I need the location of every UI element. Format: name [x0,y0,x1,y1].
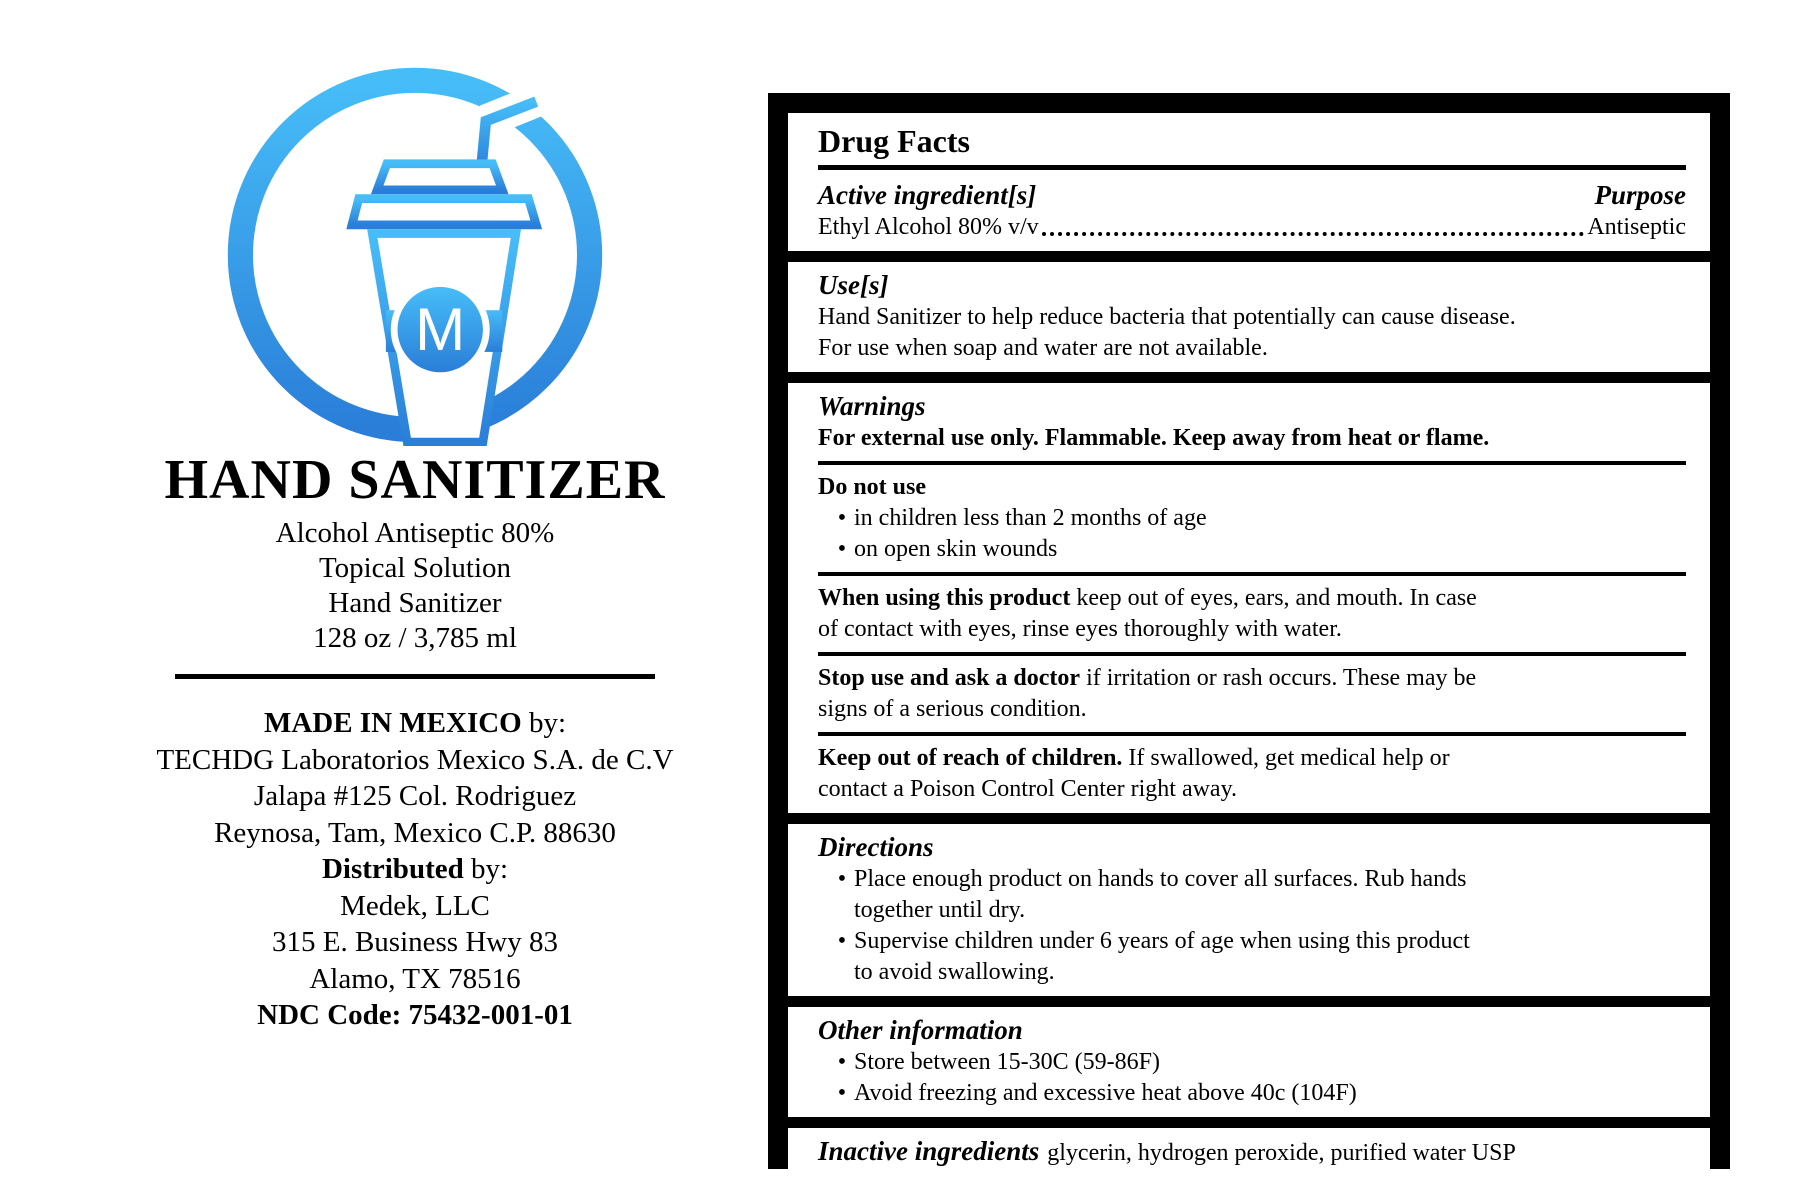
do-not-use-text-1: in children less than 2 months of age [854,505,1207,531]
subtitle-type: Hand Sanitizer [328,587,502,619]
bullet-icon: • [837,1049,847,1075]
manufacturer-city: Reynosa, Tam, Mexico C.P. 88630 [214,816,616,849]
directions-bullet-2 [818,926,1686,988]
directions-heading: Directions [818,832,934,862]
when-using-line-2: of contact with eyes, rinse eyes thoroughly with water. [818,616,1342,642]
keep-out-line-2: contact a Poison Control Center right away. [818,776,1238,802]
inactive-ingredients-row [818,1134,1686,1169]
when-using-line-1: When using this product keep out of eyes, ears, and mouth. In case [818,585,1477,611]
other-information-heading: Other information [818,1015,1023,1045]
other-info-bullet-2 [818,1078,1686,1109]
warnings-rule-1 [818,461,1686,465]
uses-line-2: For use when soap and water are not available. [818,335,1268,361]
section-active-ingredient [788,113,1710,251]
distributor-street: 315 E. Business Hwy 83 [272,926,558,958]
made-in-line: MADE IN MEXICO by: [263,707,567,739]
active-ingredient-row [818,212,1686,243]
uses-heading: Use[s] [818,270,889,300]
logo-letter: M [415,295,466,363]
keep-out-line-1: Keep out of reach of children. If swallowed, get medical help or [818,745,1450,771]
section-uses [788,262,1710,372]
active-ingredient: Ethyl Alcohol 80% v/v [818,214,1039,240]
section-directions [788,824,1710,996]
manufacturer-street: Jalapa #125 Col. Rodriguez [253,780,577,812]
directions-text-2: Supervise children under 6 years of age when using this product to avoid swallowing. [854,928,1470,985]
warnings-heading: Warnings [818,391,926,421]
brand-panel [60,58,770,1034]
distributed-line: Distributed by: [321,853,509,885]
active-heading-row [818,178,1686,212]
warnings-rule-4 [818,732,1686,736]
bullet-icon: • [837,536,847,562]
distributor-city: Alamo, TX 78516 [309,962,521,995]
stop-use-line-1: Stop use and ask a doctor if irritation or rash occurs. These may be [818,665,1477,691]
dot-leader [1042,232,1585,236]
warnings-rule-2 [818,572,1686,576]
drug-facts-title: Drug Facts [818,123,970,159]
cup-logo-icon [221,58,609,446]
section-warnings [788,383,1710,813]
subtitle-volume: 128 oz / 3,785 ml [313,622,517,654]
subtitle-strength: Alcohol Antiseptic 80% [275,517,555,549]
warnings-rule-3 [818,652,1686,656]
uses-line-1: Hand Sanitizer to help reduce bacteria that potentially can cause disease. [818,304,1516,330]
ndc-code: NDC Code: 75432-001-01 [257,999,573,1031]
manufacturer-name: TECHDG Laboratorios Mexico S.A. de C.V [156,743,674,776]
purpose-value: Antiseptic [1587,214,1686,240]
directions-bullet-1 [818,864,1686,926]
bullet-icon: • [837,928,847,954]
purpose-heading: Purpose [1594,180,1686,210]
stop-use-line-2: signs of a serious condition. [818,696,1087,722]
drug-facts-panel [768,93,1730,1169]
do-not-use-text-2: on open skin wounds [854,536,1058,562]
product-title: HAND SANITIZER [164,449,666,511]
do-not-use-bullet-1 [818,503,1686,534]
product-subtitles [60,516,770,656]
bullet-icon: • [837,866,847,892]
other-info-text-1: Store between 15-30C (59-86F) [854,1049,1160,1075]
do-not-use-bullet-2 [818,534,1686,565]
flammable-warning: For external use only. Flammable. Keep away from heat or flame. [818,425,1490,451]
inactive-list: glycerin, hydrogen peroxide, purified water USP [1047,1140,1516,1166]
cup-lid-top [377,164,502,190]
subtitle-form: Topical Solution [318,552,512,584]
section-other-information [788,1007,1710,1117]
bullet-icon: • [837,1080,847,1106]
divider-line [175,674,655,679]
section-inactive-ingredients [788,1128,1710,1169]
directions-text-1: Place enough product on hands to cover all surfaces. Rub hands together until dry. [854,866,1467,923]
other-info-bullet-1 [818,1047,1686,1078]
other-info-text-2: Avoid freezing and excessive heat above 40c (104F) [854,1080,1357,1106]
manufacturer-block [60,705,770,1034]
distributor-name: Medek, LLC [340,889,490,922]
title-rule [818,165,1686,170]
do-not-use-heading: Do not use [818,474,927,500]
active-heading: Active ingredient[s] [818,180,1037,210]
inactive-heading: Inactive ingredients [818,1136,1040,1166]
bullet-icon: • [837,505,847,531]
